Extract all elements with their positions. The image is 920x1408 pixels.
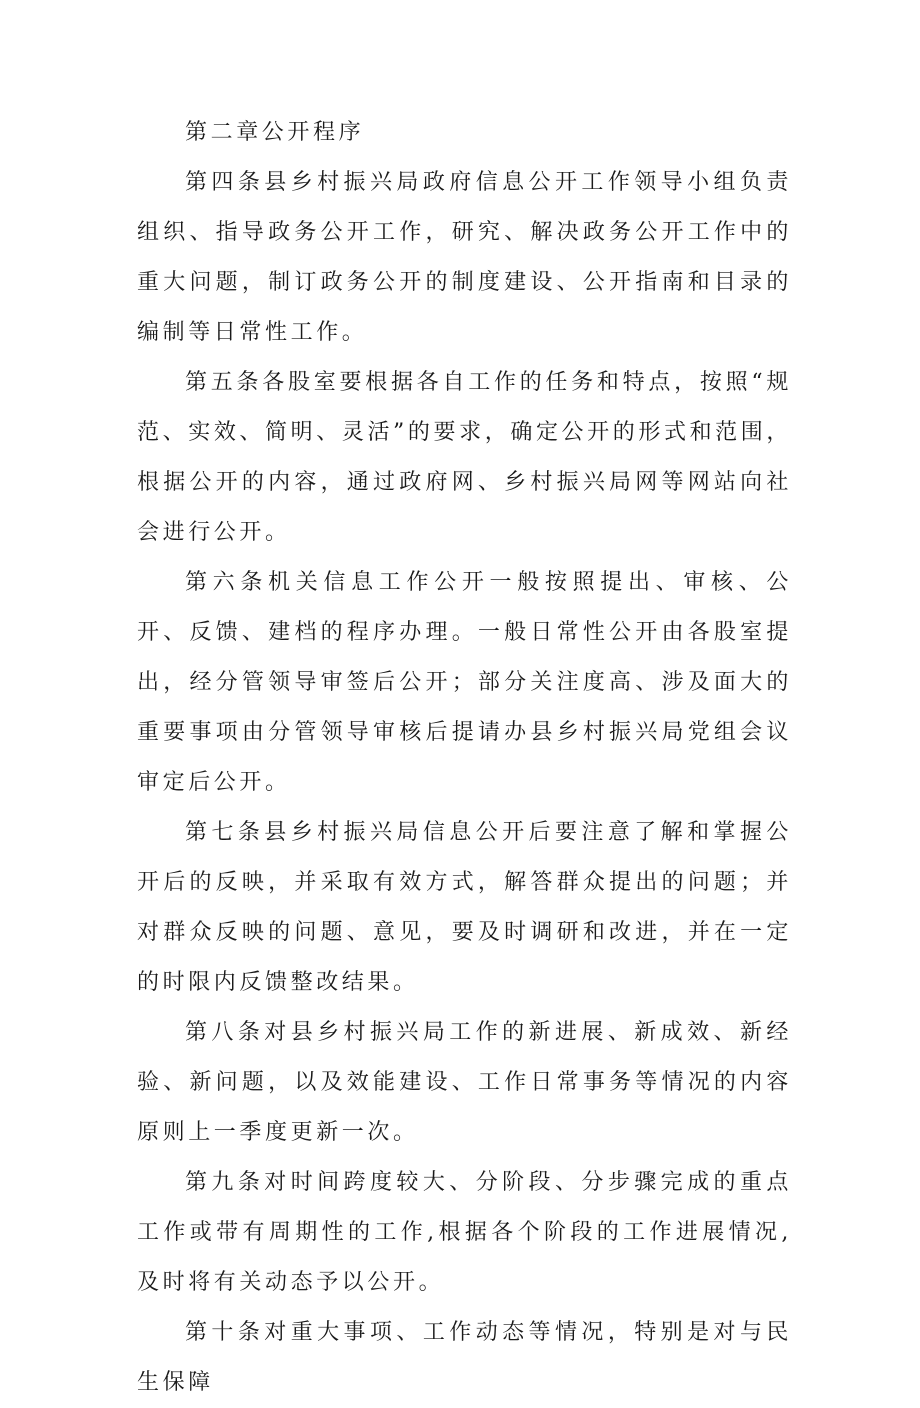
- paragraph-article-8: 第八条对县乡村振兴局工作的新进展、新成效、新经验、新问题，以及效能建设、工作日常事务等情况的内容原则上一季度更新一次。: [137, 1020, 792, 1145]
- document-body: [137, 158, 792, 1408]
- paragraph-article-9: 第九条对时间跨度较大、分阶段、分步骤完成的重点工作或带有周期性的工作,根据各个阶段的工作进展情况,及时将有关动态予以公开。: [137, 1170, 792, 1295]
- document-page: [137, 108, 792, 1408]
- paragraph-article-7: 第七条县乡村振兴局信息公开后要注意了解和掌握公开后的反映，并采取有效方式，解答群众提出的问题；并对群众反映的问题、意见，要及时调研和改进，并在一定的时限内反馈整改结果。: [137, 820, 792, 995]
- paragraph-article-6: 第六条机关信息工作公开一般按照提出、审核、公开、反馈、建档的程序办理。一般日常性公开由各股室提出，经分管领导审签后公开；部分关注度高、涉及面大的重要事项由分管领导审核后提请办县乡村振兴局党组会议审定后公开。: [137, 570, 792, 795]
- paragraph-article-4: 第四条县乡村振兴局政府信息公开工作领导小组负责组织、指导政务公开工作，研究、解决政务公开工作中的重大问题，制订政务公开的制度建设、公开指南和目录的编制等日常性工作。: [137, 170, 792, 345]
- chapter-heading: 第二章公开程序: [185, 120, 365, 145]
- paragraph-article-5: 第五条各股室要根据各自工作的任务和特点，按照“规范、实效、简明、灵活”的要求，确定公开的形式和范围，根据公开的内容，通过政府网、乡村振兴局网等网站向社会进行公开。: [137, 370, 792, 545]
- paragraph-article-10: 第十条对重大事项、工作动态等情况，特别是对与民生保障: [137, 1320, 792, 1395]
